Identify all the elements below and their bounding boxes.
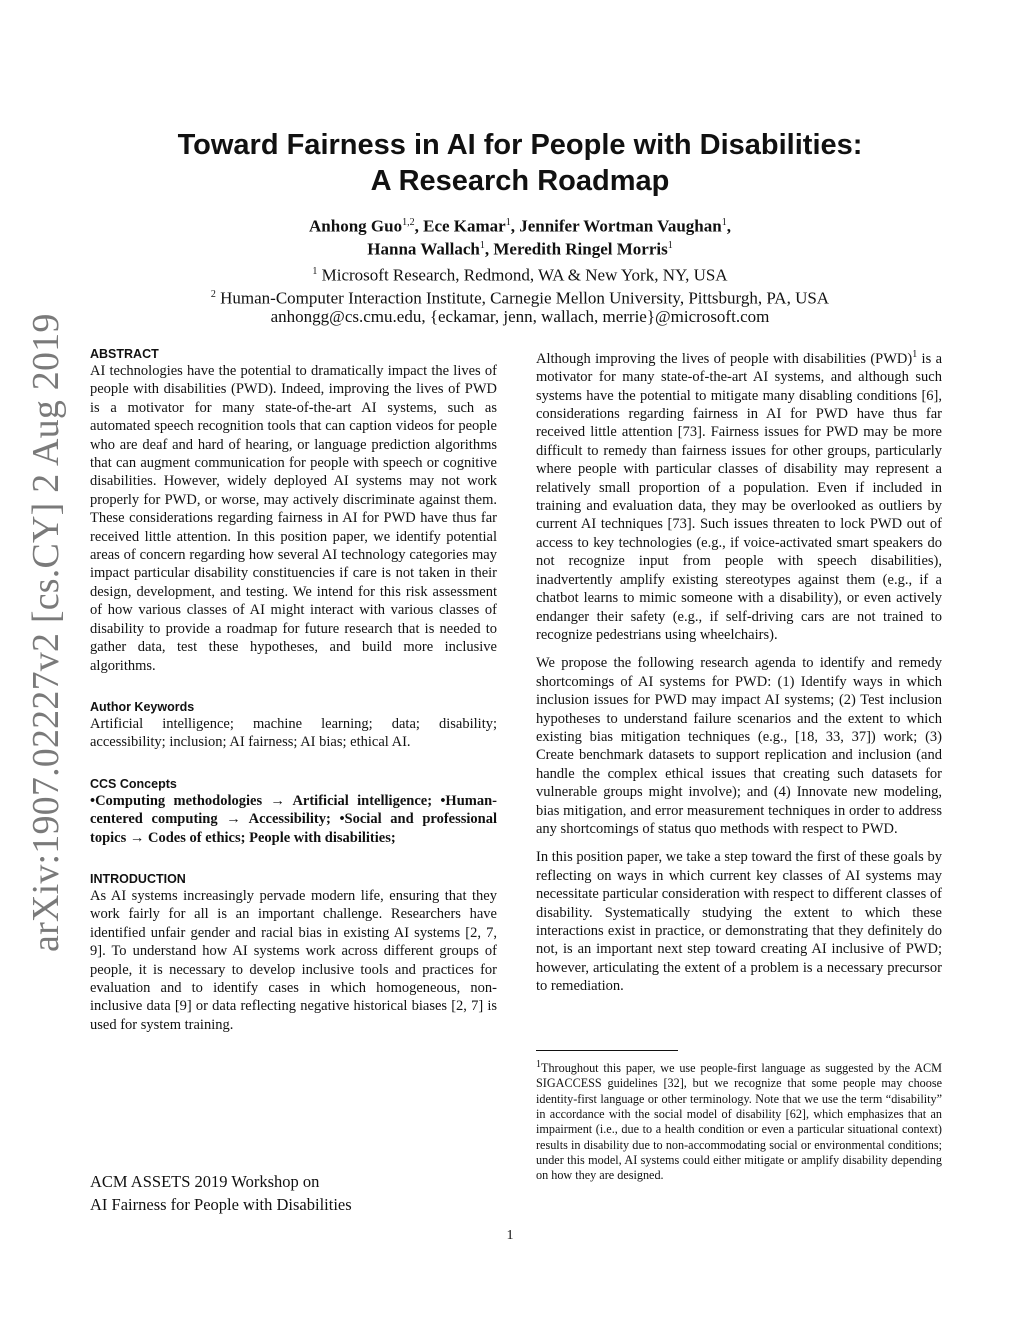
affiliation-number: 2 (210, 289, 216, 300)
intro-paragraph-2 (536, 346, 942, 644)
author-emails: anhongg@cs.cmu.edu, {eckamar, jenn, wallach, merrie}@microsoft.com (270, 307, 770, 326)
keywords-text: Artificial intelligence; machine learning; data; disability; accessibility; inclusion; AI fairness; AI bias; ethical AI. (90, 715, 497, 751)
footnote-marker: 1 (912, 349, 918, 360)
footnote-text: Throughout this paper, we use people-first language as suggested by the ACM SIGACCESS guidelines [32], but we recognize that some people may choose identity-first language or other terminology. Note that we use the term “disability” in accordance with the social model of disability [62], which emphasizes that an impairment (i.e., due to a health condition or even a particular situational context) results in disability due to non-accommodating social or environmental conditions; under this model, AI systems could either mitigate or amplify disability depending on how they are designed. (536, 1061, 942, 1183)
ccs-heading: CCS Concepts (90, 776, 177, 791)
intro-paragraph-3: We propose the following research agenda to identify and remedy shortcomings of AI systems for PWD: (1) Identify ways in which inclusion issues for PWD may impact AI systems; (2) Test inclusion hypotheses to understand failure scenarios and the extent to which existing bias mitigation techniques (e.g., [18, 33, 37]) work; (3) Create benchmark datasets to support replication and inclusion (and handle the complex ethical issues that creating such datasets for vulnerable groups might involve); and (4) Innovate new modeling, bias mitigation, and error measurement techniques in order to address any shortcomings of status quo methods with respect to PWD. (536, 655, 942, 837)
keywords-heading: Author Keywords (90, 699, 195, 714)
author-name: Hanna Wallach (367, 239, 480, 259)
paper-title-line2: A Research Roadmap (370, 165, 670, 197)
author-affil-sup: 1 (479, 240, 485, 251)
footnote-rule (536, 1050, 678, 1051)
author-name: Ece Kamar (423, 216, 506, 236)
left-column (90, 346, 497, 1034)
author-affil-sup: 1 (667, 240, 673, 251)
arxiv-stamp: arXiv:1907.02227v2 [cs.CY] 2 Aug 2019 (25, 313, 67, 952)
introduction-heading: INTRODUCTION (90, 871, 186, 886)
intro-p2-rest: is a motivator for many state-of-the-art AI systems, and although such systems have the potential to mitigate many disabling conditions [6], considerations regarding fairness in AI for PWD have thus far received little attention [73]. Fairness issues for PWD may be more difficult to remedy than fairness issues for other groups, particularly where people with particular classes of disability may represent a relatively small proportion of a population. Even if included in training and evaluation data, they may be overlooked as outliers by current AI techniques [73]. Such issues threaten to lock PWD out of access to key technologies (e.g., if voice-activated smart speakers do not recognize input from people with speech disabilities), inadvertently amplify existing stereotypes against them (e.g., if a chatbot learns to mimic someone with a disability), or even actively endanger their safety (e.g., if self-driving cars are not trained to recognize pedestrians using wheelchairs). (536, 350, 943, 643)
introduction-paragraph: As AI systems increasingly pervade modern life, ensuring that they work fairly for all is an important challenge. Researchers have identified unfair gender and racial bias in existing AI systems [2, 7, 9]. To understand how AI systems work across different groups of people, it is necessary to develop inclusive tools and practices for evaluation and to identify cases in which homogeneous, non-inclusive data [9] or data reflecting negative historical biases [2, 7] is used for system training. (90, 887, 497, 1033)
author-list-line2: Hanna Wallach$^1$, Meredith Ringel Morris$^1$ (367, 239, 673, 259)
right-column (536, 346, 942, 996)
intro-paragraph-4: In this position paper, we take a step toward the first of these goals by reflecting on ways in which current key classes of AI systems may necessitate particular consideration with respect to different classes of disability. Systematically studying the extent to which these interactions exist in practice, or demonstrating that they definitely do not, is an important next step toward creating AI inclusive of PWD; however, articulating the extent of a problem is a necessary precursor to remediation. (536, 849, 942, 995)
affiliation-text: Human-Computer Interaction Institute, Carnegie Mellon University, Pittsburgh, PA, USA (220, 288, 830, 308)
author-affil-sup: 1,2 (402, 217, 415, 228)
footnote (536, 1057, 942, 1183)
venue-block (90, 1170, 510, 1216)
author-affil-sup: 1 (505, 217, 511, 228)
author-name: Meredith Ringel Morris (493, 239, 668, 259)
author-list-line1: Anhong Guo$^{1,2}$, Ece Kamar$^1$, Jennifer Wortman Vaughan$^1$, (309, 216, 731, 236)
author-affil-sup: 1 (721, 217, 727, 228)
abstract-text: AI technologies have the potential to dramatically impact the lives of people with disabilities (PWD). Indeed, improving the lives of PWD is a motivator for many state-of-the-art AI systems, such as automated speech recognition tools that can caption videos for people who are deaf and hard of hearing, or language prediction algorithms that can augment communication for people with speech or cognitive disabilities. However, widely deployed AI systems may not work properly for PWD, or worse, may actively discriminate against them. These considerations regarding fairness in AI for PWD have thus far received little attention. In this position paper, we identify potential areas of concern regarding how several AI technology categories may impact particular disability constituencies if care is not taken in their design, development, and testing. We intend for this risk assessment of how various classes of AI might interact with various classes of disability to provide a roadmap for future research that is needed to gather data, test these hypotheses, and build more inclusive algorithms. (90, 363, 497, 674)
venue-line1: ACM ASSETS 2019 Workshop on (90, 1172, 320, 1191)
intro-p2-start: Although improving the lives of people with disabilities (PWD) (536, 350, 913, 367)
ccs-text: •Computing methodologies → Artificial intelligence; •Human-centered computing → Accessibility; •Social and professional topics → Codes of ethics; People with disabilities; (90, 792, 497, 846)
abstract-heading: ABSTRACT (90, 347, 159, 361)
author-name: Anhong Guo (309, 216, 403, 236)
footnote-number: 1 (536, 1059, 541, 1070)
author-name: Jennifer Wortman Vaughan (519, 216, 722, 236)
venue-line2: AI Fairness for People with Disabilities (90, 1195, 352, 1214)
paper-title-line1: Toward Fairness in AI for People with Disabilities: (177, 129, 863, 161)
affiliation-1 (90, 261, 950, 287)
affiliation-number: 1 (312, 266, 318, 277)
affiliation-text: Microsoft Research, Redmond, WA & New York, NY, USA (321, 265, 728, 285)
page-number: 1 (506, 1228, 514, 1243)
